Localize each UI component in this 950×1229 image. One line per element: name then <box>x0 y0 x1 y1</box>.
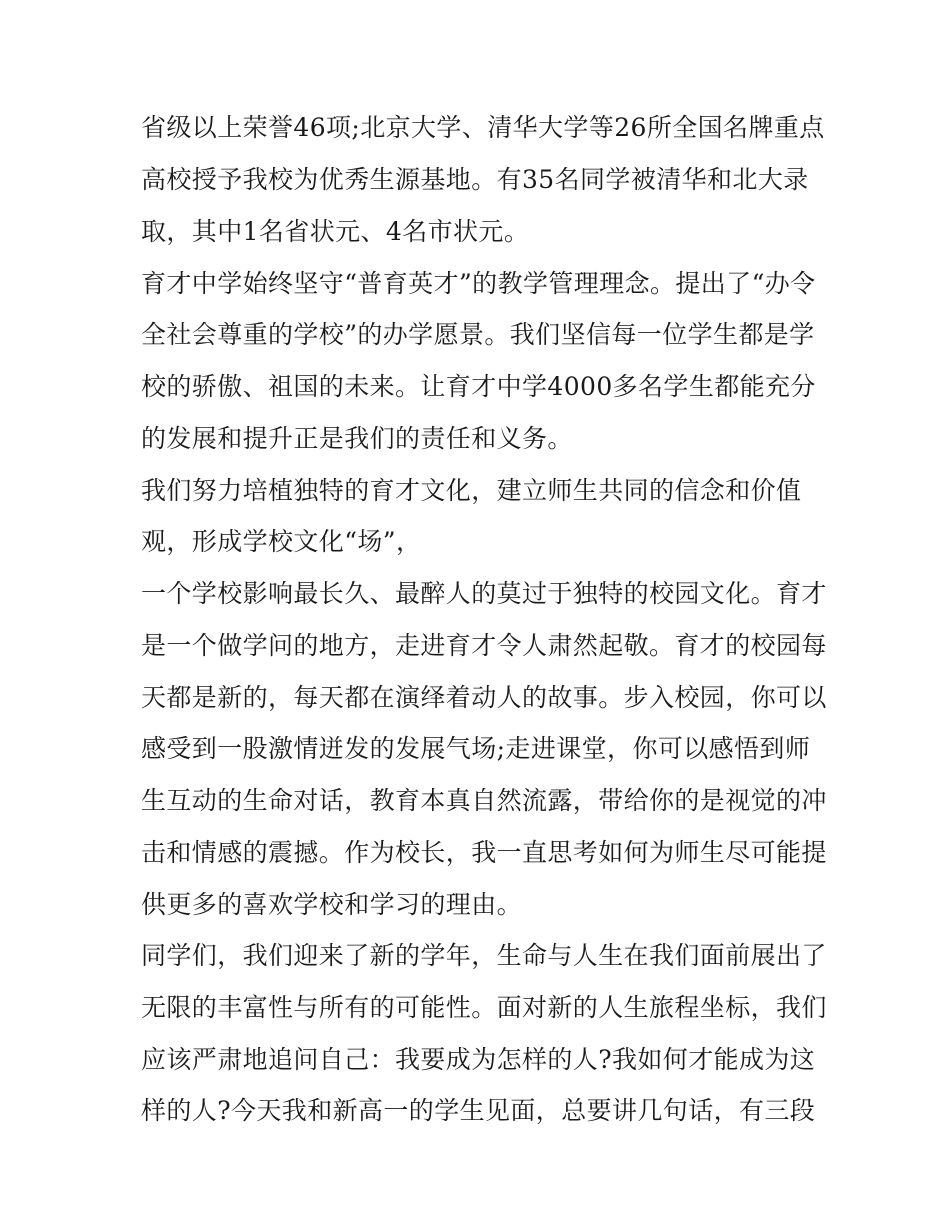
text-line: 样的人?今天我和新高一的学生见面，总要讲几句话，有三段 <box>141 1096 816 1125</box>
text-line: 击和情感的震撼。作为校长，我一直思考如何为师生尽可能提 <box>141 838 827 867</box>
text-line: 无限的丰富性与所有的可能性。面对新的人生旅程坐标，我们 <box>141 993 827 1022</box>
text-line: 校的骄傲、祖国的未来。让育才中学4000多名学生都能充分 <box>141 372 816 401</box>
text-line: 省级以上荣誉46项;北京大学、清华大学等26所全国名牌重点 <box>141 113 825 142</box>
text-line: 的发展和提升正是我们的责任和义务。 <box>141 424 573 453</box>
text-line: 我们努力培植独特的育才文化，建立师生共同的信念和价值 <box>141 476 802 505</box>
text-line: 育才中学始终坚守“普育英才”的教学管理理念。提出了“办令 <box>141 269 816 298</box>
text-line: 观，形成学校文化“场”， <box>141 527 422 556</box>
text-line: 高校授予我校为优秀生源基地。有35名同学被清华和北大录 <box>141 165 809 194</box>
text-line: 全社会尊重的学校”的办学愿景。我们坚信每一位学生都是学 <box>141 320 815 349</box>
text-line: 天都是新的，每天都在演绎着动人的故事。步入校园，你可以 <box>141 683 827 712</box>
text-line: 生互动的生命对话，教育本真自然流露，带给你的是视觉的冲 <box>141 786 827 815</box>
text-line: 供更多的喜欢学校和学习的理由。 <box>141 890 523 919</box>
text-line: 同学们，我们迎来了新的学年，生命与人生在我们面前展出了 <box>141 941 827 970</box>
text-line: 感受到一股激情迸发的发展气场;走进课堂，你可以感悟到师 <box>141 734 811 763</box>
text-line: 应该严肃地追问自己：我要成为怎样的人?我如何才能成为这 <box>141 1045 816 1074</box>
text-line: 是一个做学问的地方，走进育才令人肃然起敬。育才的校园每 <box>141 631 827 660</box>
text-line: 取，其中1名省状元、4名市状元。 <box>141 217 530 246</box>
text-line: 一个学校影响最长久、最醉人的莫过于独特的校园文化。育才 <box>141 579 827 608</box>
